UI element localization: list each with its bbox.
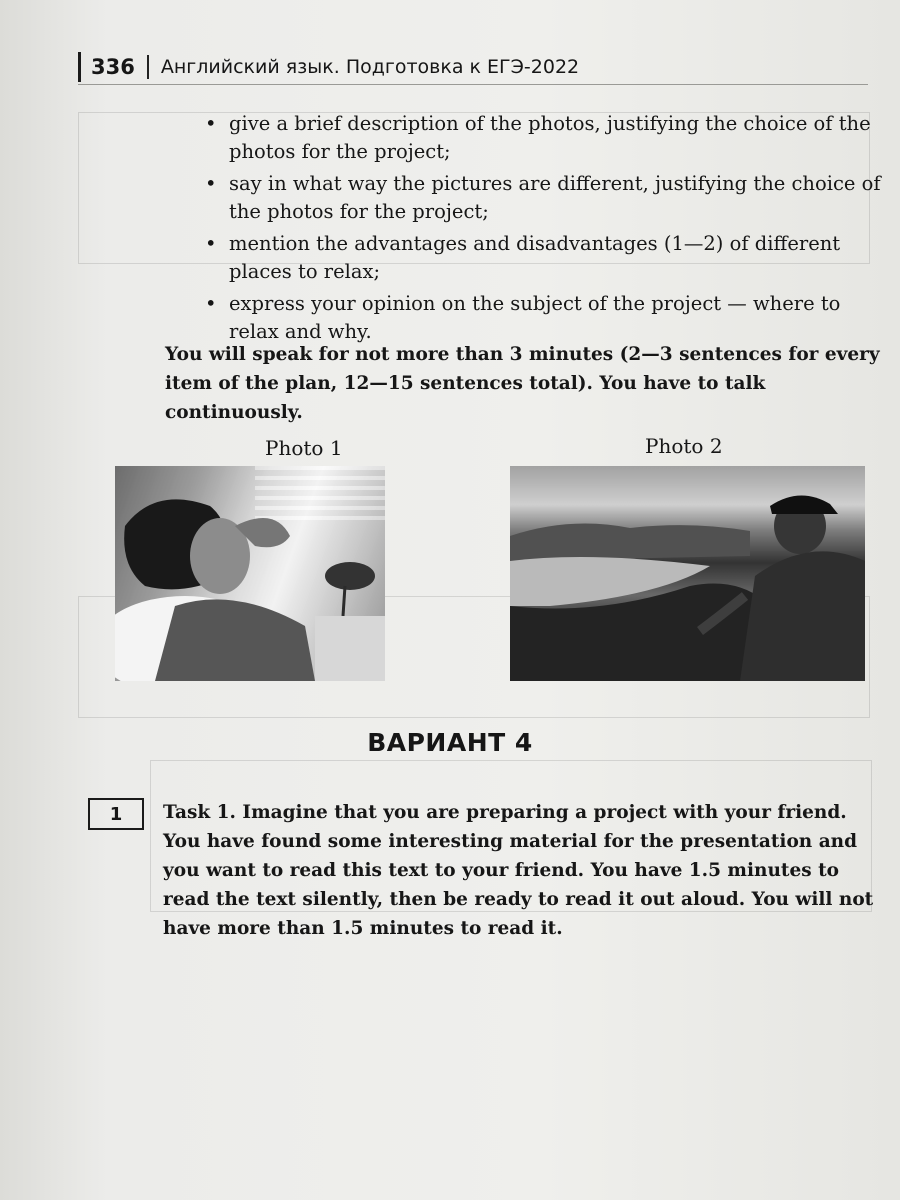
plan-item [205, 110, 885, 166]
plan-item [205, 230, 885, 286]
header-underline [78, 84, 868, 85]
plan-item [205, 290, 885, 346]
photo2-illustration [510, 466, 865, 681]
bullet-icon: • [205, 112, 217, 135]
photo-man-on-cliff [510, 466, 865, 681]
task-number: 1 [109, 803, 123, 825]
bullet-icon: • [205, 292, 217, 315]
variant-title: ВАРИАНТ 4 [367, 728, 533, 757]
plan-list [205, 110, 885, 350]
speaking-instruction: You will speak for not more than 3 minutes (2—3 sentences for every item of the plan, 12—15 sentences total). You have to talk continuously. [165, 344, 880, 423]
page-number: 336 [91, 55, 135, 79]
book-title: Английский язык. Подготовка к ЕГЭ-2022 [160, 56, 580, 78]
plan-item-text: express your opinion on the subject of the project — where to relax and why. [229, 292, 841, 343]
plan-item-text: mention the advantages and disadvantages (1—2) of different places to relax; [229, 232, 841, 283]
photo2-label: Photo 2 [645, 434, 723, 458]
header-separator [147, 55, 149, 79]
header-rule [78, 52, 81, 82]
page-header [78, 52, 579, 82]
plan-item-text: give a brief description of the photos, justifying the choice of the photos for the project; [229, 112, 871, 163]
photo-woman-relaxing [115, 466, 385, 681]
task-number-box [88, 798, 144, 830]
photo1-illustration [115, 466, 385, 681]
plan-item [205, 170, 885, 226]
photo1-label: Photo 1 [265, 436, 343, 460]
bullet-icon: • [205, 172, 217, 195]
plan-item-text: say in what way the pictures are different, justifying the choice of the photos for the project; [229, 172, 881, 223]
task-text: Task 1. Imagine that you are preparing a project with your friend. You have found some interesting material for the presentation and you want to read this text to your friend. You have 1.5 minutes to read the text silently, then be ready to read it out aloud. You will not have more than 1.5 minutes to read it. [163, 802, 874, 939]
bullet-icon: • [205, 232, 217, 255]
